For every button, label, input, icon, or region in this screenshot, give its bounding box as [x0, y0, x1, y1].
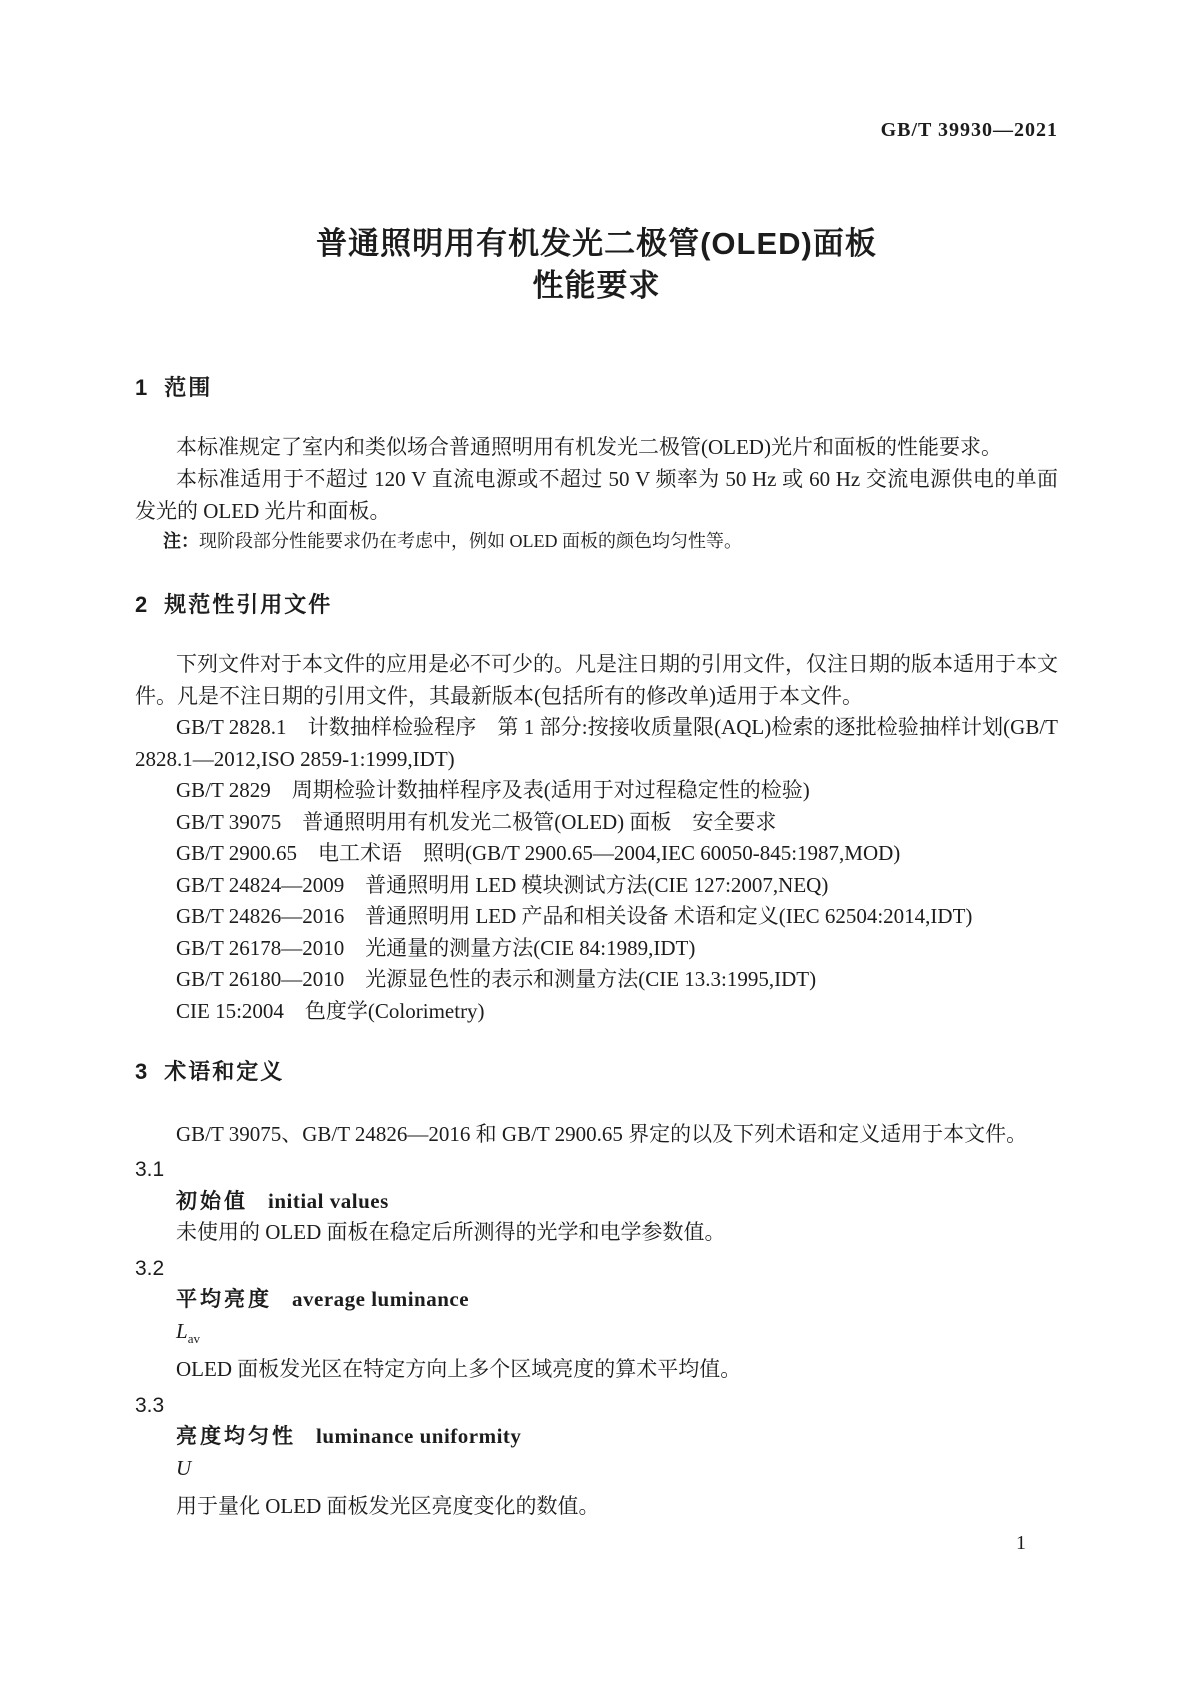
symbol-subscript: av [187, 1330, 200, 1346]
term-3-3-number: 3.3 [135, 1393, 165, 1417]
term-3-1-definition: 未使用的 OLED 面板在稳定后所测得的光学和电学参数值。 [176, 1220, 726, 1244]
reference-item: GB/T 24824—2009 普通照明用 LED 模块测试方法(CIE 127:2007,NEQ) [176, 872, 829, 897]
section-1-note [135, 529, 1058, 554]
note-label: 注： [163, 531, 199, 551]
term-3-2-title [135, 1284, 1058, 1316]
reference-item: CIE 15:2004 色度学(Colorimetry) [176, 998, 485, 1023]
section-2-intro: 下列文件对于本文件的应用是必不可少的。凡是注日期的引用文件，仅注日期的版本适用于本文件。凡是不注日期的引用文件，其最新版本(包括所有的修改单)适用于本文件。 [135, 652, 1058, 708]
standard-number: GB/T 39930—2021 [880, 119, 1058, 141]
term-3-2-definition: OLED 面板发光区在特定方向上多个区域亮度的算术平均值。 [176, 1357, 742, 1382]
term-3-2-english: average luminance [292, 1287, 470, 1311]
terms-and-definitions [135, 1154, 1058, 1523]
reference-item: GB/T 39075 普通照明用有机发光二极管(OLED) 面板 安全要求 [176, 809, 777, 834]
section-2-heading-text: 规范性引用文件 [164, 592, 333, 617]
section-3-number: 3 [135, 1059, 148, 1084]
section-2-number: 2 [135, 592, 148, 617]
term-3-1-number: 3.1 [135, 1158, 165, 1181]
term-3-3-definition: 用于量化 OLED 面板发光区亮度变化的数值。 [176, 1494, 600, 1519]
document-title [135, 223, 1058, 307]
term-3-1-english: initial values [268, 1188, 389, 1213]
section-2-heading [135, 592, 1058, 618]
page-number: 1 [1016, 1532, 1026, 1554]
term-3-3-symbol [135, 1453, 1058, 1492]
section-1-paragraph-1: 本标准规定了室内和类似场合普通照明用有机发光二极管(OLED)光片和面板的性能要求。 [176, 435, 1002, 459]
reference-item: GB/T 24826—2016 普通照明用 LED 产品和相关设备 术语和定义(IEC 62504:2014,IDT) [176, 904, 973, 928]
term-3-1-title [135, 1186, 1058, 1218]
document-title-line-2: 性能要求 [532, 268, 661, 303]
term-3-2-number: 3.2 [135, 1256, 165, 1280]
term-3-3-chinese: 亮度均匀性 [176, 1425, 296, 1449]
reference-item: GB/T 26178—2010 光通量的测量方法(CIE 84:1989,IDT) [176, 935, 696, 960]
symbol-letter: L [176, 1318, 188, 1343]
reference-item: GB/T 2900.65 电工术语 照明(GB/T 2900.65—2004,IEC 60050-845:1987,MOD) [176, 841, 901, 865]
section-1-paragraph-2: 本标准适用于不超过 120 V 直流电源或不超过 50 V 频率为 50 Hz 或 60 Hz 交流电源供电的单面发光的 OLED 光片和面板。 [135, 467, 1058, 523]
symbol-letter: U [176, 1455, 192, 1480]
term-3-3-english: luminance uniformity [316, 1424, 522, 1449]
section-1-heading-text: 范围 [164, 375, 213, 400]
section-3-intro: GB/T 39075、GB/T 24826—2016 和 GB/T 2900.65 界定的以及下列术语和定义适用于本文件。 [176, 1122, 1028, 1146]
section-1-heading [135, 375, 1058, 401]
section-1-number: 1 [135, 375, 148, 400]
document-title-line-1: 普通照明用有机发光二极管(OLED)面板 [316, 226, 877, 261]
reference-item: GB/T 2829 周期检验计数抽样程序及表(适用于对过程稳定性的检验) [176, 778, 810, 802]
note-text: 现阶段部分性能要求仍在考虑中，例如 OLED 面板的颜色均匀性等。 [199, 531, 742, 551]
term-3-1-chinese: 初始值 [176, 1189, 248, 1213]
section-3-heading-text: 术语和定义 [164, 1059, 285, 1084]
term-3-2-symbol [135, 1316, 1058, 1355]
reference-item: GB/T 2828.1 计数抽样检验程序 第 1 部分:按接收质量限(AQL)检索的逐批检验抽样计划(GB/T 2828.1—2012,ISO 2859-1:1999,IDT) [135, 715, 1058, 771]
section-3-heading [135, 1059, 1058, 1085]
reference-item: GB/T 26180—2010 光源显色性的表示和测量方法(CIE 13.3:1995,IDT) [176, 967, 817, 991]
term-3-2-chinese: 平均亮度 [176, 1288, 272, 1311]
term-3-3-title [135, 1421, 1058, 1453]
normative-references-list [135, 712, 1058, 1027]
